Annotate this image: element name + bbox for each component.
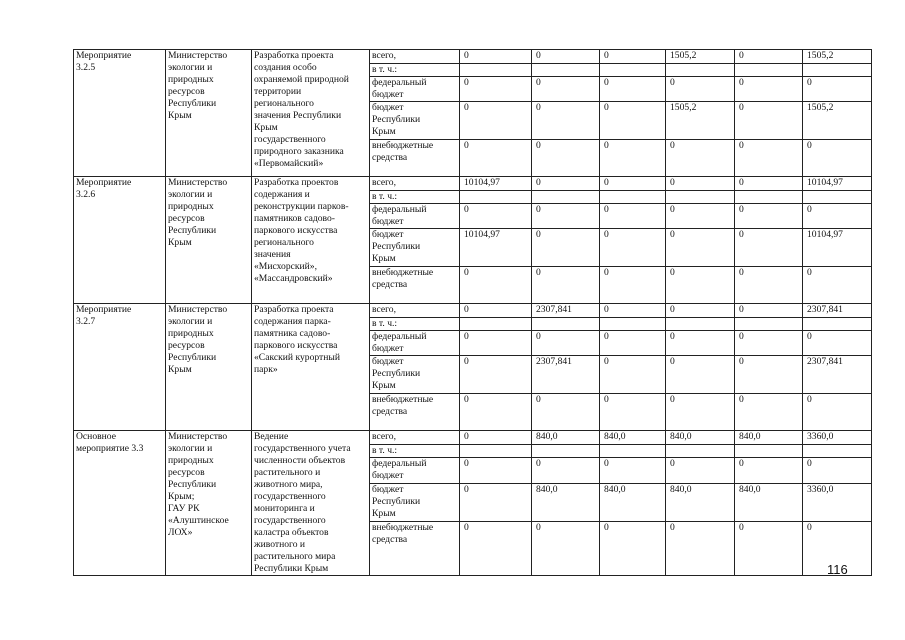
funding-source-label: бюджет Республики Крым <box>370 102 460 140</box>
amount-cell: 0 <box>532 522 600 576</box>
amount-cell: 0 <box>735 229 803 267</box>
funding-source-label: бюджет Республики Крым <box>370 483 460 522</box>
amount-cell <box>803 64 872 77</box>
amount-cell <box>666 445 735 458</box>
amount-cell: 0 <box>460 356 532 394</box>
amount-cell: 0 <box>600 522 666 576</box>
funding-source-label: бюджет Республики Крым <box>370 356 460 394</box>
amount-cell: 2307,841 <box>803 304 872 318</box>
amount-cell: 0 <box>460 77 532 102</box>
amount-cell <box>735 64 803 77</box>
amount-cell: 0 <box>735 140 803 177</box>
amount-cell <box>532 445 600 458</box>
amount-cell: 0 <box>666 522 735 576</box>
executor-name: Министерство экологии и природных ресурсов Республики Крым <box>166 177 252 304</box>
amount-cell: 0 <box>666 304 735 318</box>
amount-cell: 10104,97 <box>803 229 872 267</box>
amount-cell: 0 <box>532 77 600 102</box>
amount-cell: 0 <box>532 394 600 431</box>
amount-cell: 0 <box>532 229 600 267</box>
table-row <box>74 431 872 445</box>
amount-cell: 0 <box>735 356 803 394</box>
amount-cell: 0 <box>735 77 803 102</box>
measure-description: Разработка проекта содержания парка- памятника садово- паркового искусства «Сакский курортный парк» <box>252 304 370 431</box>
amount-cell: 0 <box>532 140 600 177</box>
executor-name: Министерство экологии и природных ресурсов Республики Крым <box>166 50 252 177</box>
page-number: 116 <box>827 562 848 577</box>
funding-source-label: внебюджетные средства <box>370 522 460 576</box>
amount-cell: 3360,0 <box>803 483 872 522</box>
funding-source-label: всего, <box>370 50 460 64</box>
amount-cell: 0 <box>803 522 872 576</box>
amount-cell: 3360,0 <box>803 431 872 445</box>
amount-cell: 0 <box>460 522 532 576</box>
amount-cell: 0 <box>600 77 666 102</box>
amount-cell: 0 <box>600 229 666 267</box>
measure-name: Мероприятие 3.2.7 <box>74 304 166 431</box>
funding-source-label: внебюджетные средства <box>370 267 460 304</box>
amount-cell <box>803 445 872 458</box>
amount-cell: 2307,841 <box>803 356 872 394</box>
amount-cell: 0 <box>803 204 872 229</box>
amount-cell: 0 <box>666 331 735 356</box>
amount-cell: 0 <box>735 331 803 356</box>
executor-name: Министерство экологии и природных ресурсов Республики Крым <box>166 304 252 431</box>
amount-cell: 0 <box>803 331 872 356</box>
funding-source-label: всего, <box>370 431 460 445</box>
amount-cell: 0 <box>666 77 735 102</box>
amount-cell: 0 <box>532 204 600 229</box>
amount-cell: 0 <box>600 356 666 394</box>
amount-cell: 0 <box>600 267 666 304</box>
funding-source-label: в т. ч.: <box>370 191 460 204</box>
amount-cell: 0 <box>460 431 532 445</box>
amount-cell: 840,0 <box>600 483 666 522</box>
amount-cell: 0 <box>600 458 666 483</box>
funding-source-label: всего, <box>370 177 460 191</box>
amount-cell: 0 <box>735 177 803 191</box>
amount-cell <box>666 64 735 77</box>
amount-cell <box>532 64 600 77</box>
funding-source-label: всего, <box>370 304 460 318</box>
amount-cell: 0 <box>803 267 872 304</box>
amount-cell: 1505,2 <box>666 50 735 64</box>
amount-cell: 0 <box>460 331 532 356</box>
amount-cell: 0 <box>803 77 872 102</box>
measure-description: Разработка проекта создания особо охраняемой природной территории регионального значения Республики Крым государственного природного заказника «Первомайский» <box>252 50 370 177</box>
amount-cell: 0 <box>666 394 735 431</box>
amount-cell: 0 <box>460 102 532 140</box>
amount-cell <box>460 445 532 458</box>
amount-cell: 0 <box>460 394 532 431</box>
amount-cell: 0 <box>600 204 666 229</box>
amount-cell: 0 <box>735 102 803 140</box>
amount-cell: 0 <box>600 331 666 356</box>
amount-cell: 1505,2 <box>666 102 735 140</box>
table-row <box>74 50 872 64</box>
budget-table <box>73 49 872 576</box>
amount-cell: 10104,97 <box>803 177 872 191</box>
amount-cell <box>666 191 735 204</box>
amount-cell: 1505,2 <box>803 50 872 64</box>
executor-name: Министерство экологии и природных ресурсов Республики Крым; ГАУ РК «Алуштинское ЛОХ» <box>166 431 252 576</box>
amount-cell: 0 <box>803 394 872 431</box>
funding-source-label: в т. ч.: <box>370 64 460 77</box>
amount-cell: 0 <box>666 267 735 304</box>
amount-cell: 0 <box>600 50 666 64</box>
amount-cell: 840,0 <box>600 431 666 445</box>
amount-cell: 0 <box>532 331 600 356</box>
amount-cell: 0 <box>735 458 803 483</box>
measure-description: Разработка проектов содержания и реконструкции парков- памятников садово- паркового искусства регионального значения «Мисхорский», «Массандровский» <box>252 177 370 304</box>
amount-cell: 0 <box>460 267 532 304</box>
amount-cell: 0 <box>532 267 600 304</box>
table-row <box>74 304 872 318</box>
amount-cell: 0 <box>666 458 735 483</box>
amount-cell: 0 <box>532 102 600 140</box>
funding-source-label: федеральный бюджет <box>370 204 460 229</box>
amount-cell: 840,0 <box>735 483 803 522</box>
amount-cell: 0 <box>735 394 803 431</box>
funding-source-label: внебюджетные средства <box>370 394 460 431</box>
amount-cell: 0 <box>666 229 735 267</box>
amount-cell: 0 <box>666 204 735 229</box>
amount-cell: 0 <box>600 140 666 177</box>
funding-source-label: федеральный бюджет <box>370 458 460 483</box>
amount-cell: 0 <box>803 458 872 483</box>
amount-cell: 0 <box>532 50 600 64</box>
amount-cell: 0 <box>532 458 600 483</box>
amount-cell: 10104,97 <box>460 229 532 267</box>
amount-cell: 0 <box>735 204 803 229</box>
amount-cell <box>460 64 532 77</box>
amount-cell <box>600 318 666 331</box>
amount-cell: 0 <box>735 267 803 304</box>
funding-source-label: внебюджетные средства <box>370 140 460 177</box>
amount-cell: 1505,2 <box>803 102 872 140</box>
amount-cell: 0 <box>460 458 532 483</box>
amount-cell <box>600 64 666 77</box>
amount-cell: 10104,97 <box>460 177 532 191</box>
amount-cell: 0 <box>460 140 532 177</box>
amount-cell: 0 <box>460 483 532 522</box>
amount-cell <box>803 318 872 331</box>
measure-name: Мероприятие 3.2.6 <box>74 177 166 304</box>
amount-cell <box>532 318 600 331</box>
amount-cell: 0 <box>600 394 666 431</box>
amount-cell: 840,0 <box>532 431 600 445</box>
amount-cell <box>735 445 803 458</box>
funding-source-label: в т. ч.: <box>370 318 460 331</box>
amount-cell: 840,0 <box>532 483 600 522</box>
measure-description: Ведение государственного учета численности объектов растительного и животного мира, государственного мониторинга и государственного каластра объектов животного и растительного мира Республики Крым <box>252 431 370 576</box>
funding-source-label: бюджет Республики Крым <box>370 229 460 267</box>
amount-cell: 840,0 <box>666 431 735 445</box>
amount-cell: 2307,841 <box>532 356 600 394</box>
amount-cell: 0 <box>600 304 666 318</box>
measure-name: Основное мероприятие 3.3 <box>74 431 166 576</box>
amount-cell: 0 <box>460 50 532 64</box>
amount-cell <box>735 318 803 331</box>
amount-cell <box>460 318 532 331</box>
measure-name: Мероприятие 3.2.5 <box>74 50 166 177</box>
amount-cell: 0 <box>460 204 532 229</box>
amount-cell: 0 <box>735 304 803 318</box>
funding-source-label: федеральный бюджет <box>370 77 460 102</box>
amount-cell: 0 <box>735 50 803 64</box>
amount-cell: 0 <box>666 177 735 191</box>
amount-cell: 840,0 <box>666 483 735 522</box>
amount-cell <box>735 191 803 204</box>
amount-cell <box>532 191 600 204</box>
amount-cell: 0 <box>600 102 666 140</box>
amount-cell: 840,0 <box>735 431 803 445</box>
amount-cell: 0 <box>803 140 872 177</box>
amount-cell <box>666 318 735 331</box>
amount-cell <box>600 191 666 204</box>
amount-cell: 0 <box>532 177 600 191</box>
amount-cell: 0 <box>460 304 532 318</box>
funding-source-label: в т. ч.: <box>370 445 460 458</box>
table-row <box>74 177 872 191</box>
amount-cell: 0 <box>666 356 735 394</box>
amount-cell <box>803 191 872 204</box>
amount-cell: 0 <box>666 140 735 177</box>
amount-cell <box>600 445 666 458</box>
amount-cell: 0 <box>600 177 666 191</box>
amount-cell: 0 <box>735 522 803 576</box>
amount-cell: 2307,841 <box>532 304 600 318</box>
amount-cell <box>460 191 532 204</box>
funding-source-label: федеральный бюджет <box>370 331 460 356</box>
